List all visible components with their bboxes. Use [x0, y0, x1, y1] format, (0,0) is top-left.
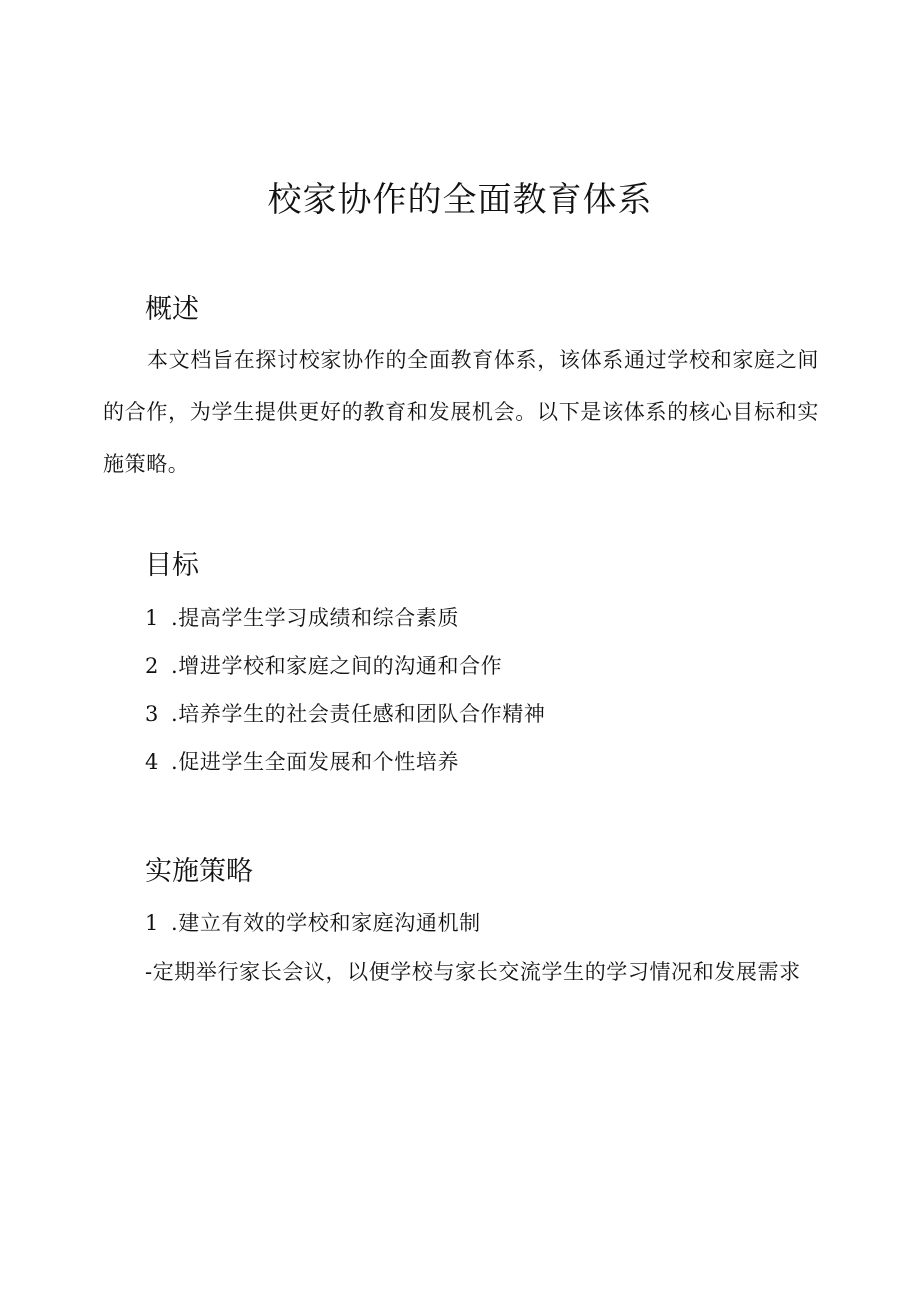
goal-item [145, 738, 545, 786]
overview-heading: 概述 [145, 294, 199, 325]
goal-number: 3 [145, 702, 159, 726]
goal-item [145, 642, 545, 690]
goal-text: .促进学生全面发展和个性培养 [171, 750, 460, 774]
strategy-text: .建立有效的学校和家庭沟通机制 [171, 911, 481, 935]
strategies-list [145, 899, 481, 947]
strategies-heading: 实施策略 [145, 856, 253, 887]
document-title: 校家协作的全面教育体系 [267, 180, 653, 220]
goal-number: 4 [145, 750, 159, 774]
strategy-number: 1 [145, 911, 159, 935]
overview-paragraph: 本文档旨在探讨校家协作的全面教育体系，该体系通过学校和家庭之间的合作，为学生提供更好的教育和发展机会。以下是该体系的核心目标和实施策略。 [103, 348, 819, 476]
goal-number: 2 [145, 654, 159, 678]
goals-heading: 目标 [145, 550, 199, 581]
strategy-item [145, 899, 481, 947]
goal-number: 1 [145, 606, 159, 630]
strategy-detail: -定期举行家长会议，以便学校与家长交流学生的学习情况和发展需求 [145, 960, 801, 984]
goal-text: .培养学生的社会责任感和团队合作精神 [171, 702, 546, 726]
goals-list [145, 594, 545, 786]
goal-text: .提高学生学习成绩和综合素质 [171, 606, 460, 630]
goal-item [145, 690, 545, 738]
goal-item [145, 594, 545, 642]
goal-text: .增进学校和家庭之间的沟通和合作 [171, 654, 503, 678]
